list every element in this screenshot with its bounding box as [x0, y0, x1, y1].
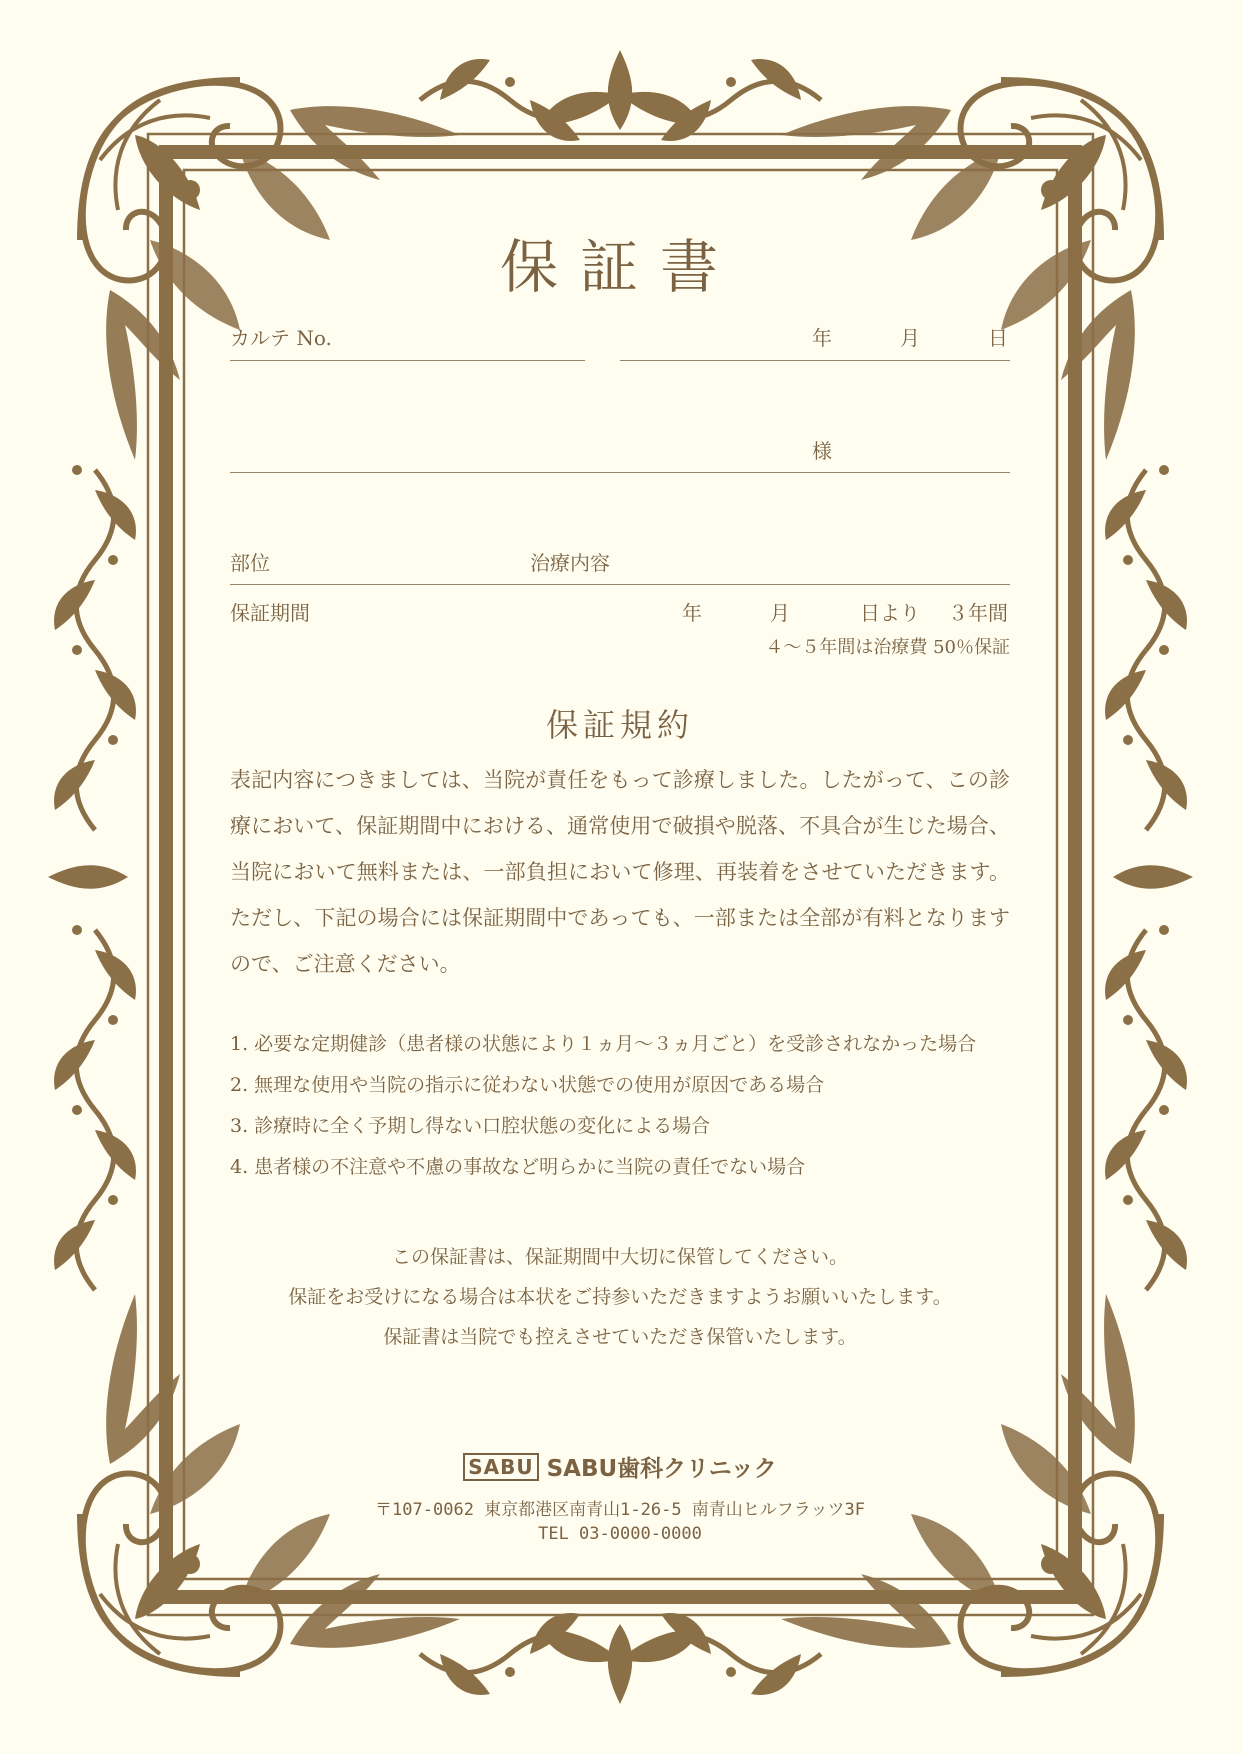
date-month-label: 月 — [900, 326, 920, 350]
period-month-label: 月 — [770, 601, 790, 625]
clinic-logo — [463, 1450, 777, 1483]
date-year-label: 年 — [812, 326, 832, 350]
note-line: この保証書は、保証期間中大切に保管してください。 — [391, 1246, 848, 1268]
warranty-period-label: 保証期間 — [230, 601, 310, 625]
condition-item: 3. 診療時に全く予期し得ない口腔状態の変化による場合 — [230, 1115, 711, 1137]
date-day-label: 日 — [988, 326, 1008, 350]
treatment-line — [230, 584, 1010, 585]
clinic-name: SABU歯科クリニック — [546, 1456, 777, 1482]
notes — [230, 1237, 1010, 1357]
page-title: 保証書 — [499, 233, 740, 301]
clinic-address: 〒107-0062 東京都港区南青山1-26-5 南青山ヒルフラッツ3F — [375, 1500, 865, 1520]
note-line: 保証をお受けになる場合は本状をご持参いただきますようお願いいたします。 — [288, 1286, 952, 1308]
period-year-label: 年 — [682, 601, 702, 625]
chart-number-label: カルテ No. — [230, 326, 332, 350]
condition-item: 1. 必要な定期健診（患者様の状態により１ヵ月～３ヵ月ごと）を受診されなかった場合 — [230, 1033, 977, 1055]
patient-suffix: 様 — [812, 439, 832, 463]
clinic-info — [230, 1450, 1010, 1544]
terms-title: 保証規約 — [545, 706, 694, 744]
note-line: 保証書は当院でも控えさせていただき保管いたします。 — [383, 1326, 857, 1348]
clinic-tel: TEL 03-0000-0000 — [538, 1524, 702, 1544]
conditions-list — [230, 1024, 1020, 1188]
period-day-from-label: 日より — [860, 601, 920, 625]
period-note: ４～５年間は治療費 50％保証 — [765, 637, 1010, 658]
part-label: 部位 — [230, 551, 270, 575]
condition-item: 2. 無理な使用や当院の指示に従わない状態での使用が原因である場合 — [230, 1074, 825, 1096]
period-duration: ３年間 — [948, 601, 1008, 625]
patient-name-line — [230, 472, 1010, 473]
chart-number-line — [230, 360, 585, 361]
clinic-logo-icon: SABU — [463, 1453, 538, 1481]
terms-body: 表記内容につきましては、当院が責任をもって診療しました。したがって、この診療において、保証期間中における、通常使用で破損や脱落、不具合が生じた場合、当院において無料または、一部負担において修理、再装着をさせていただきます。ただし、下記の場合には保証期間中であっても、一部または全部が有料となりますので、ご注意ください。 — [230, 768, 1010, 976]
condition-item: 4. 患者様の不注意や不慮の事故など明らかに当院の責任でない場合 — [230, 1156, 806, 1178]
treatment-label: 治療内容 — [530, 551, 610, 575]
date-line — [620, 360, 1010, 361]
